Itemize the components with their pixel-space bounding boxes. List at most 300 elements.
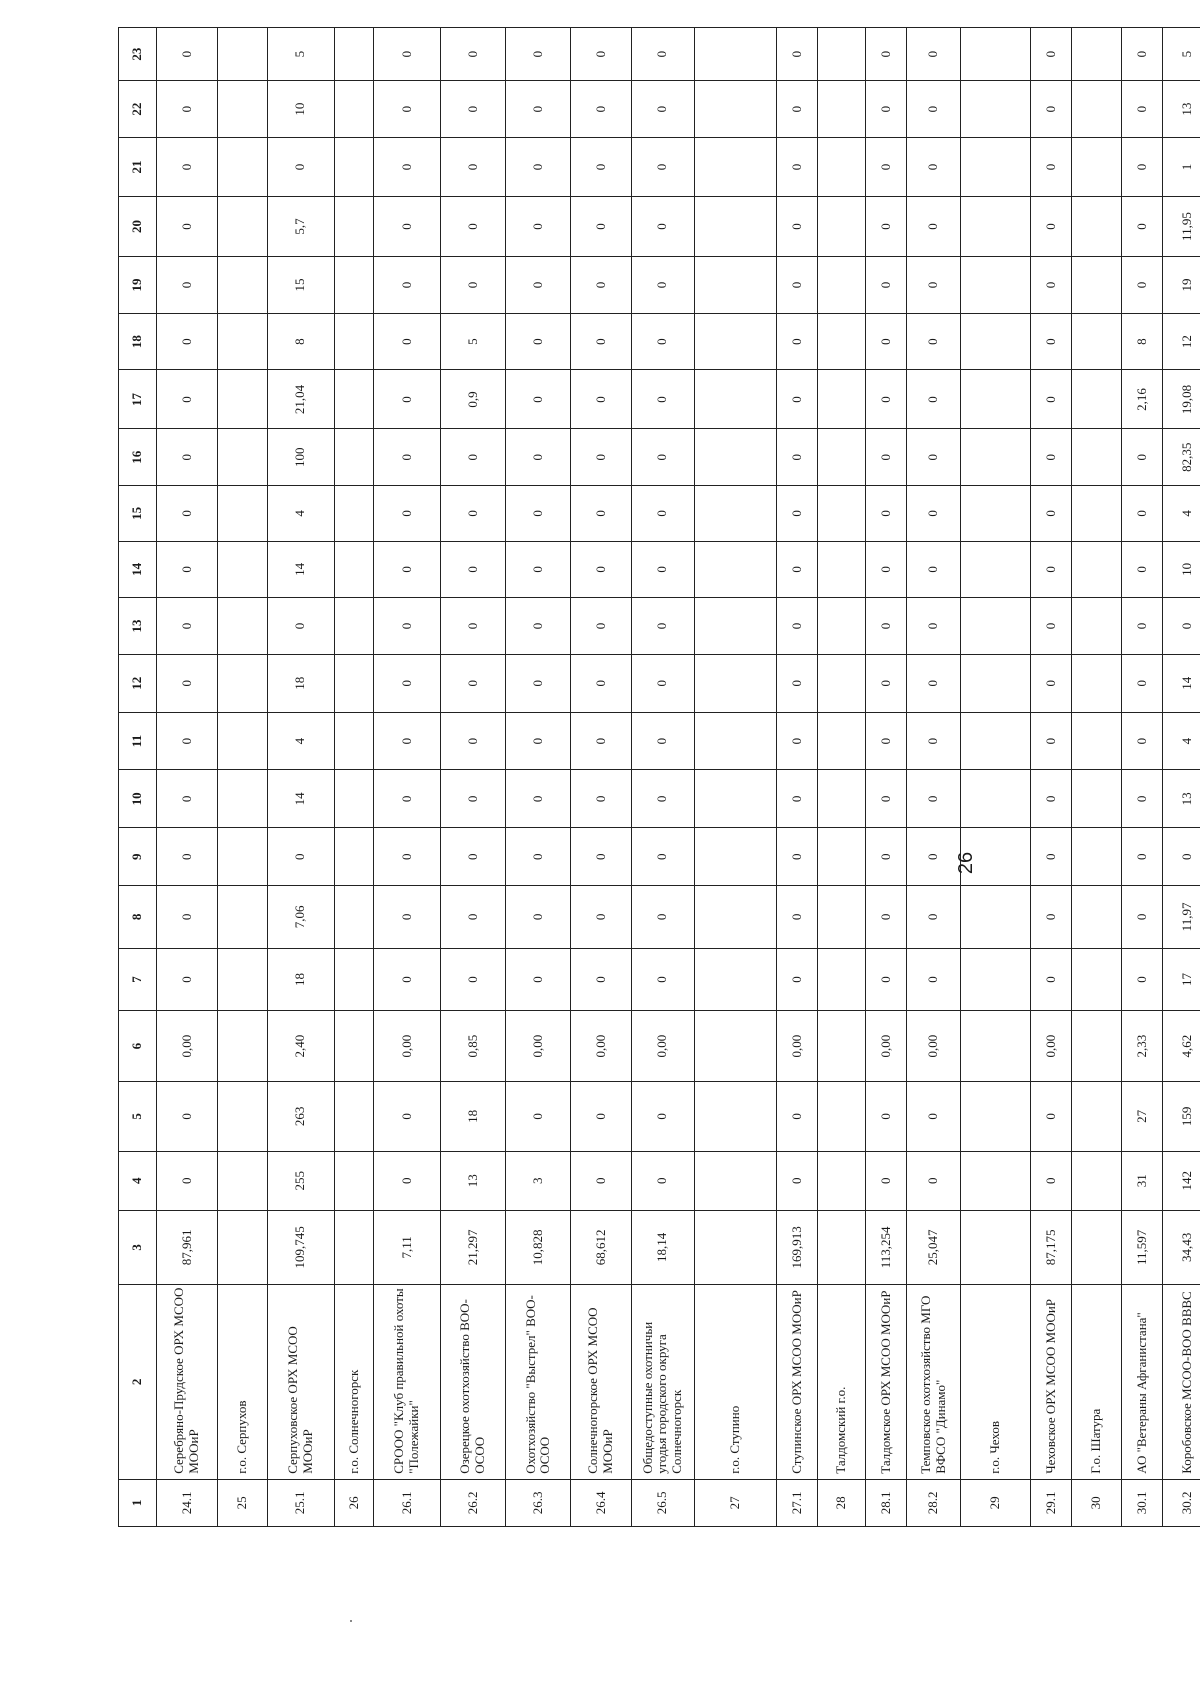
table-row [571,28,632,1527]
value-cell: 0 [157,712,218,770]
value-cell: 0 [373,313,440,370]
table-row [961,28,1030,1527]
value-cell: 0,00 [373,1011,440,1082]
value-cell: 0 [373,828,440,886]
value-cell [961,28,1030,81]
value-cell: 0 [506,1082,571,1152]
value-cell: 0 [373,948,440,1011]
value-cell [1071,137,1121,196]
value-cell: 0 [373,257,440,314]
hunting-ground-name-cell: АО "Ветераны Афганистана" [1121,1285,1162,1480]
value-cell [217,137,267,196]
value-cell [961,81,1030,138]
value-cell: 0 [571,1151,632,1210]
value-cell: 0 [907,137,961,196]
value-cell: 0 [907,313,961,370]
value-cell: 0 [631,541,694,598]
value-cell [217,196,267,256]
value-cell: 0 [1030,28,1071,81]
value-cell [818,598,866,655]
value-cell: 0 [571,370,632,429]
row-number-cell: 26.1 [373,1479,440,1526]
table-rotated-container [118,27,1200,1527]
value-cell: 0 [157,257,218,314]
hunting-ground-name-cell: Солнечногорское ОРХ МСОО МООиР [571,1285,632,1480]
column-header-23: 23 [119,28,157,81]
value-cell: 0 [157,28,218,81]
value-cell [334,886,373,949]
value-cell [961,1210,1030,1284]
value-cell: 0 [631,948,694,1011]
value-cell [1071,28,1121,81]
value-cell: 0 [571,541,632,598]
value-cell: 0 [373,81,440,138]
value-cell [961,196,1030,256]
hunting-grounds-table [118,27,1200,1527]
value-cell [1071,712,1121,770]
value-cell: 0 [631,1151,694,1210]
value-cell: 0 [157,541,218,598]
value-cell: 13 [441,1151,506,1210]
value-cell [818,137,866,196]
value-cell: 68,612 [571,1210,632,1284]
value-cell: 0 [865,828,906,886]
value-cell: 0 [373,1082,440,1152]
value-cell: 0 [373,196,440,256]
value-cell: 0 [777,541,818,598]
value-cell [694,28,776,81]
value-cell: 0 [571,81,632,138]
table-row [506,28,571,1527]
value-cell: 87,961 [157,1210,218,1284]
value-cell: 0 [571,654,632,712]
value-cell: 0 [506,886,571,949]
value-cell [818,654,866,712]
value-cell: 31 [1121,1151,1162,1210]
value-cell: 0 [267,828,334,886]
value-cell [818,948,866,1011]
value-cell [334,429,373,486]
value-cell: 0 [1030,429,1071,486]
column-header-11: 11 [119,712,157,770]
value-cell: 11,97 [1162,886,1200,949]
value-cell: 0 [571,486,632,541]
value-cell: 0,85 [441,1011,506,1082]
row-number-cell: 30 [1071,1479,1121,1526]
table-row [694,28,776,1527]
value-cell: 0,9 [441,370,506,429]
column-header-17: 17 [119,370,157,429]
table-row [217,28,267,1527]
value-cell: 0 [441,429,506,486]
value-cell: 0 [1162,828,1200,886]
value-cell: 0 [865,429,906,486]
value-cell: 0 [157,429,218,486]
row-number-cell: 28 [818,1479,866,1526]
value-cell: 0 [1121,886,1162,949]
value-cell: 0 [777,257,818,314]
value-cell: 0 [441,486,506,541]
value-cell: 0 [907,257,961,314]
value-cell [818,196,866,256]
table-row [777,28,818,1527]
value-cell [334,1151,373,1210]
row-number-cell: 25.1 [267,1479,334,1526]
value-cell [694,486,776,541]
value-cell: 21,04 [267,370,334,429]
value-cell [694,257,776,314]
value-cell [818,541,866,598]
value-cell [961,598,1030,655]
value-cell [217,257,267,314]
value-cell [818,370,866,429]
value-cell: 0 [441,81,506,138]
row-number-cell: 24.1 [157,1479,218,1526]
value-cell: 8 [1121,313,1162,370]
value-cell [694,541,776,598]
column-header-18: 18 [119,313,157,370]
value-cell: 17 [1162,948,1200,1011]
value-cell: 0 [907,28,961,81]
value-cell: 109,745 [267,1210,334,1284]
column-header-1: 1 [119,1479,157,1526]
value-cell [694,886,776,949]
value-cell: 0 [907,1151,961,1210]
value-cell: 18 [267,948,334,1011]
value-cell [217,28,267,81]
column-header-15: 15 [119,486,157,541]
value-cell [1071,81,1121,138]
value-cell: 0 [631,828,694,886]
value-cell: 19 [1162,257,1200,314]
value-cell: 0 [777,654,818,712]
value-cell: 0 [373,598,440,655]
row-number-cell: 26.5 [631,1479,694,1526]
table-row [631,28,694,1527]
value-cell [694,598,776,655]
value-cell: 0 [1121,429,1162,486]
value-cell: 0 [865,948,906,1011]
value-cell: 0 [865,654,906,712]
value-cell: 5 [1162,28,1200,81]
hunting-ground-name-cell: Озерецкое охотхозяйство ВОО-ОСОО [441,1285,506,1480]
value-cell [217,828,267,886]
value-cell: 0 [631,770,694,828]
value-cell: 7,11 [373,1210,440,1284]
value-cell [334,313,373,370]
value-cell: 0 [571,313,632,370]
value-cell: 0 [506,81,571,138]
value-cell: 0 [777,196,818,256]
value-cell: 12 [1162,313,1200,370]
hunting-ground-name-cell: Общедоступные охотничьи угодья городского округа Солнечногорск [631,1285,694,1480]
value-cell: 113,254 [865,1210,906,1284]
value-cell: 0 [157,370,218,429]
value-cell: 0 [373,486,440,541]
value-cell: 0 [1121,828,1162,886]
value-cell: 0 [506,28,571,81]
value-cell: 0 [1121,770,1162,828]
value-cell: 0 [865,770,906,828]
value-cell [334,1082,373,1152]
value-cell [334,598,373,655]
value-cell: 0 [865,598,906,655]
value-cell: 0 [1030,598,1071,655]
value-cell [694,828,776,886]
value-cell: 0 [1030,712,1071,770]
column-header-5: 5 [119,1082,157,1152]
value-cell [694,81,776,138]
value-cell: 0,00 [631,1011,694,1082]
value-cell: 0 [777,1151,818,1210]
value-cell: 0 [631,598,694,655]
value-cell: 0 [865,486,906,541]
value-cell: 0 [1030,948,1071,1011]
value-cell [1071,1151,1121,1210]
value-cell: 0 [506,541,571,598]
value-cell: 0 [1030,370,1071,429]
value-cell: 0 [1121,137,1162,196]
value-cell [334,712,373,770]
value-cell: 34,43 [1162,1210,1200,1284]
value-cell: 0 [1162,598,1200,655]
value-cell [217,598,267,655]
value-cell [694,370,776,429]
value-cell: 13 [1162,770,1200,828]
value-cell [961,948,1030,1011]
value-cell [334,1210,373,1284]
value-cell: 14 [1162,654,1200,712]
value-cell [818,486,866,541]
value-cell: 0 [865,712,906,770]
value-cell: 0 [907,1082,961,1152]
value-cell: 7,06 [267,886,334,949]
row-number-cell: 26.3 [506,1479,571,1526]
value-cell: 0 [631,137,694,196]
value-cell: 0 [267,137,334,196]
column-header-9: 9 [119,828,157,886]
table-row [157,28,218,1527]
value-cell: 4,62 [1162,1011,1200,1082]
value-cell: 0 [441,886,506,949]
value-cell: 18,14 [631,1210,694,1284]
value-cell [334,654,373,712]
value-cell: 0 [907,948,961,1011]
hunting-ground-name-cell: Серебряно-Прудское ОРХ МСОО МООиР [157,1285,218,1480]
column-header-3: 3 [119,1210,157,1284]
table-row [907,28,961,1527]
value-cell [217,370,267,429]
value-cell: 0 [865,28,906,81]
value-cell [334,196,373,256]
page-number: 26 [955,851,977,875]
value-cell: 0 [1030,770,1071,828]
row-number-cell: 26.2 [441,1479,506,1526]
value-cell [694,313,776,370]
value-cell: 0 [631,486,694,541]
value-cell: 0 [777,137,818,196]
value-cell [1071,370,1121,429]
value-cell: 0 [777,712,818,770]
value-cell: 0 [907,886,961,949]
value-cell [217,1151,267,1210]
value-cell [818,712,866,770]
value-cell: 5 [267,28,334,81]
hunting-ground-name-cell: Темповское охотхозяйство МГО ВФСО "Динамо" [907,1285,961,1480]
value-cell: 0 [267,598,334,655]
value-cell: 0 [441,654,506,712]
value-cell: 0 [157,828,218,886]
value-cell: 19,08 [1162,370,1200,429]
value-cell: 0 [441,770,506,828]
value-cell [961,429,1030,486]
value-cell [818,313,866,370]
value-cell: 0 [865,313,906,370]
table-row [441,28,506,1527]
value-cell [1071,886,1121,949]
value-cell [334,81,373,138]
value-cell: 0 [907,196,961,256]
hunting-ground-name-cell: Чеховское ОРХ МСОО МООиР [1030,1285,1071,1480]
value-cell: 0 [865,1151,906,1210]
value-cell: 0 [631,654,694,712]
value-cell: 4 [1162,712,1200,770]
value-cell: 0 [506,313,571,370]
value-cell: 0 [631,886,694,949]
value-cell: 0 [777,429,818,486]
column-header-10: 10 [119,770,157,828]
value-cell: 0 [777,370,818,429]
value-cell: 0 [631,257,694,314]
value-cell: 0 [1030,313,1071,370]
value-cell [1071,429,1121,486]
value-cell [961,257,1030,314]
value-cell: 0 [1121,486,1162,541]
value-cell: 15 [267,257,334,314]
value-cell: 0 [157,1151,218,1210]
hunting-ground-name-cell: Талдомский г.о. [818,1285,866,1480]
value-cell [818,1082,866,1152]
row-number-cell: 30.1 [1121,1479,1162,1526]
value-cell: 87,175 [1030,1210,1071,1284]
value-cell: 142 [1162,1151,1200,1210]
hunting-ground-name-cell: Талдомское ОРХ МСОО МООиР [865,1285,906,1480]
value-cell: 0 [1030,81,1071,138]
value-cell [1071,654,1121,712]
row-number-cell: 26.4 [571,1479,632,1526]
value-cell: 0 [571,257,632,314]
value-cell [334,257,373,314]
value-cell: 0 [157,81,218,138]
value-cell [217,770,267,828]
value-cell: 0 [157,1082,218,1152]
value-cell: 25,047 [907,1210,961,1284]
value-cell [694,770,776,828]
value-cell: 14 [267,770,334,828]
value-cell: 0 [1121,948,1162,1011]
value-cell: 2,40 [267,1011,334,1082]
value-cell [961,313,1030,370]
value-cell [1071,948,1121,1011]
value-cell: 0 [1121,81,1162,138]
value-cell: 169,913 [777,1210,818,1284]
value-cell [217,1210,267,1284]
value-cell [1071,770,1121,828]
value-cell: 0 [441,28,506,81]
value-cell: 0 [1121,654,1162,712]
value-cell: 0 [631,429,694,486]
value-cell: 21,297 [441,1210,506,1284]
column-header-6: 6 [119,1011,157,1082]
value-cell: 0 [907,770,961,828]
value-cell [217,486,267,541]
value-cell: 0 [631,712,694,770]
value-cell: 159 [1162,1082,1200,1152]
value-cell: 0 [157,313,218,370]
value-cell [334,541,373,598]
value-cell: 1 [1162,137,1200,196]
table-row [334,28,373,1527]
value-cell: 0 [865,370,906,429]
value-cell: 0 [571,770,632,828]
column-header-2: 2 [119,1285,157,1480]
value-cell [217,886,267,949]
value-cell [1071,1011,1121,1082]
value-cell: 0 [631,81,694,138]
value-cell: 0 [1030,486,1071,541]
value-cell [818,1210,866,1284]
value-cell: 0 [373,370,440,429]
value-cell [961,486,1030,541]
value-cell: 0 [441,196,506,256]
value-cell: 0 [1121,28,1162,81]
column-header-12: 12 [119,654,157,712]
value-cell: 0 [506,598,571,655]
value-cell [961,137,1030,196]
value-cell: 0 [506,712,571,770]
value-cell: 0 [571,712,632,770]
value-cell [334,370,373,429]
value-cell: 0 [865,886,906,949]
value-cell [961,370,1030,429]
value-cell: 0 [631,370,694,429]
value-cell: 0 [157,598,218,655]
value-cell: 0 [777,770,818,828]
column-header-19: 19 [119,257,157,314]
column-header-21: 21 [119,137,157,196]
value-cell [694,196,776,256]
column-header-16: 16 [119,429,157,486]
value-cell: 13 [1162,81,1200,138]
value-cell [1071,257,1121,314]
value-cell [1071,313,1121,370]
value-cell: 0 [373,712,440,770]
value-cell [1071,541,1121,598]
value-cell [818,28,866,81]
value-cell: 3 [506,1151,571,1210]
value-cell: 11,95 [1162,196,1200,256]
value-cell: 0 [506,370,571,429]
column-header-4: 4 [119,1151,157,1210]
value-cell: 4 [267,486,334,541]
hunting-ground-name-cell: г.о. Ступино [694,1285,776,1480]
value-cell: 0 [777,313,818,370]
value-cell [961,1082,1030,1152]
value-cell: 0 [777,948,818,1011]
value-cell [217,313,267,370]
value-cell: 0 [865,196,906,256]
value-cell: 0 [571,948,632,1011]
